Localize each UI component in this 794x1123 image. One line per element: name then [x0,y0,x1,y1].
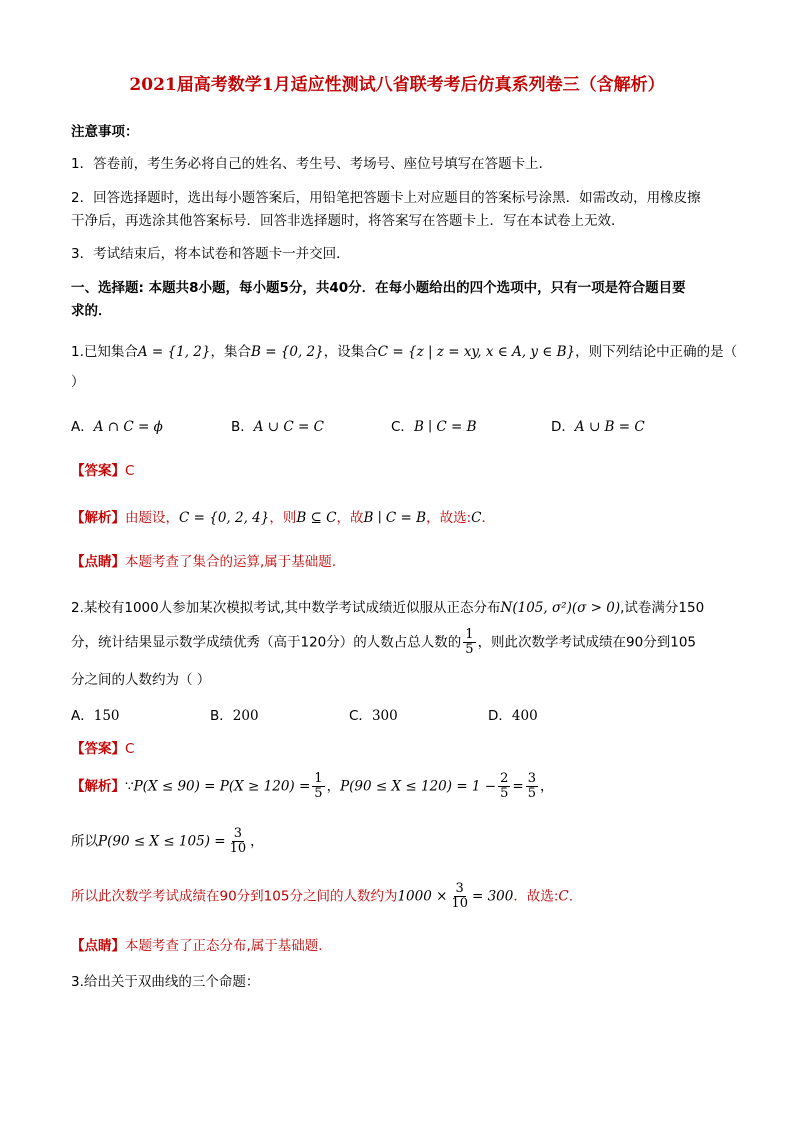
q1-set-a: A = {1, 2} [137,344,211,360]
q2-stem-text: 分，统计结果显示数学成绩优秀（高于120分）的人数占总人数的 [71,634,462,651]
q2-option-d [488,704,538,724]
q1-option-d [551,415,645,435]
fraction-denominator: 5 [500,786,509,801]
analysis-text: ， [540,778,554,795]
notice-item-2: 2．回答选择题时，选出每小题答案后，用铅笔把答题卡上对应题目的答案标号涂黑．如需改动，用橡皮擦 [71,190,701,206]
q1-stem-text: ，设集合 [323,344,378,360]
q1-analysis [71,506,495,526]
option-value: 300 [371,708,398,724]
option-expr: A ∪ B = C [574,419,645,435]
fraction-numerator: 3 [527,771,536,786]
analysis-expr: B ∣ C = B [363,510,427,526]
equals-sign: = [512,778,524,795]
conclusion-expr: = 300 [471,888,514,905]
option-label: B． [231,419,254,435]
q1-answer [71,459,134,479]
analysis-text: ． [481,510,495,526]
analysis-text: 所以 [71,833,98,850]
q1-stem-text: ，集合 [210,344,251,360]
q2-distribution: N(105, σ²)(σ > 0) [500,600,621,616]
q2-option-a [71,704,120,724]
q3-stem: 3.给出关于双曲线的三个命题： [71,974,260,990]
fraction-denominator: 5 [465,642,474,657]
q1-comment [71,550,336,570]
analysis-expr: P(90 ≤ X ≤ 105) = [98,833,226,850]
q2-stem-line2 [71,628,696,657]
q1-option-c [391,415,477,435]
conclusion-choice: C [558,888,569,905]
q2-analysis-so [71,827,264,856]
q2-stem-text: ，则此次数学考试成绩在90分到105 [477,634,697,651]
analysis-text: ， [326,778,341,795]
answer-value: C [125,741,135,757]
fraction-denominator: 5 [314,786,323,801]
q1-stem [71,340,737,360]
comment-text: 本题考查了正态分布,属于基础题. [125,938,323,954]
comment-text: 本题考查了集合的运算,属于基础题. [125,554,337,570]
because-symbol: ∵ [125,778,134,795]
q2-fraction [463,628,475,657]
analysis-text: 由题设， [125,510,179,526]
fraction-denominator: 5 [527,786,536,801]
q1-set-b: B = {0, 2} [250,344,324,360]
q1-set-c: C = {z | z = xy, x ∈ A, y ∈ B} [377,344,576,360]
option-value: 200 [232,708,259,724]
q1-option-b [231,415,324,435]
analysis-tag: 【解析】 [71,778,125,795]
analysis-fraction [312,772,324,801]
q2-conclusion [71,882,573,911]
notice-item-2-cont: 干净后，再选涂其他答案标号．回答非选择题时，将答案写在答题卡上．写在本试卷上无效． [71,213,625,229]
option-label: A． [71,708,94,724]
comment-tag: 【点睛】 [71,938,125,954]
analysis-text: ， [250,833,264,850]
q2-answer [71,737,134,757]
answer-value: C [125,463,135,479]
answer-tag: 【答案】 [71,463,125,479]
option-label: C． [349,708,372,724]
conclusion-expr: 1000 × [397,888,448,905]
conclusion-fraction [449,882,470,911]
page-title: 2021届高考数学1月适应性测试八省联考考后仿真系列卷三（含解析） [129,75,665,95]
q1-stem-close: ） [71,374,85,390]
q2-comment [71,934,323,954]
q2-stem-line3: 分之间的人数约为（ ） [71,672,211,688]
fraction-numerator: 3 [233,826,242,841]
option-label: C． [391,419,414,435]
option-label: D． [488,708,512,724]
section-heading-cont: 求的． [71,303,112,319]
option-expr: B ∣ C = B [413,419,477,435]
fraction-denominator: 10 [451,896,468,911]
option-label: A． [71,419,94,435]
q1-stem-text: ，则下列结论中正确的是（ [575,344,738,360]
answer-tag: 【答案】 [71,741,125,757]
fraction-numerator: 1 [465,627,474,642]
analysis-expr: B ⊆ C [296,510,337,526]
notice-heading: 注意事项： [71,124,139,140]
conclusion-text: . [568,888,574,905]
analysis-text: ，故选: [426,510,472,526]
notice-item-3: 3．考试结束后，将本试卷和答题卡一并交回． [71,246,350,262]
q2-stem-text: ,试卷满分150 [620,600,705,616]
analysis-fraction [526,772,538,801]
analysis-expr: P(X ≤ 90) = P(X ≥ 120) = [133,778,311,795]
conclusion-text: 所以此次数学考试成绩在90分到105分之间的人数约为 [71,888,398,905]
fraction-numerator: 2 [500,771,509,786]
analysis-text: ，则 [269,510,297,526]
q1-stem-text: 1.已知集合 [71,344,138,360]
option-expr: A ∩ C = ϕ [93,419,163,435]
analysis-text: ，故 [336,510,364,526]
analysis-expr: C = {0, 2, 4} [179,510,270,526]
q1-option-a [71,415,163,435]
analysis-tag: 【解析】 [71,510,125,526]
analysis-fraction [228,827,249,856]
section-heading: 一、选择题: 本题共8小题，每小题5分，共40分．在每小题给出的四个选项中，只有一项是符合题目要 [71,280,686,296]
option-expr: A ∪ C = C [253,419,324,435]
option-label: B． [210,708,233,724]
notice-item-1: 1．答卷前，考生务必将自己的姓名、考生号、考场号、座位号填写在答题卡上． [71,156,553,172]
option-value: 150 [93,708,120,724]
q2-option-b [210,704,259,724]
option-label: D． [551,419,575,435]
q2-stem-text: 2.某校有1000人参加某次模拟考试,其中数学考试成绩近似服从正态分布 [71,600,501,616]
q2-stem-line1 [71,596,704,616]
fraction-numerator: 3 [455,881,464,896]
conclusion-text: ．故选: [513,888,559,905]
fraction-denominator: 10 [229,841,247,856]
analysis-choice: C [471,510,482,526]
q2-option-c [349,704,398,724]
fraction-numerator: 1 [314,771,323,786]
q2-analysis [71,772,554,801]
analysis-fraction [498,772,510,801]
option-value: 400 [511,708,538,724]
analysis-expr: P(90 ≤ X ≤ 120) = 1 − [340,778,497,795]
comment-tag: 【点睛】 [71,554,125,570]
